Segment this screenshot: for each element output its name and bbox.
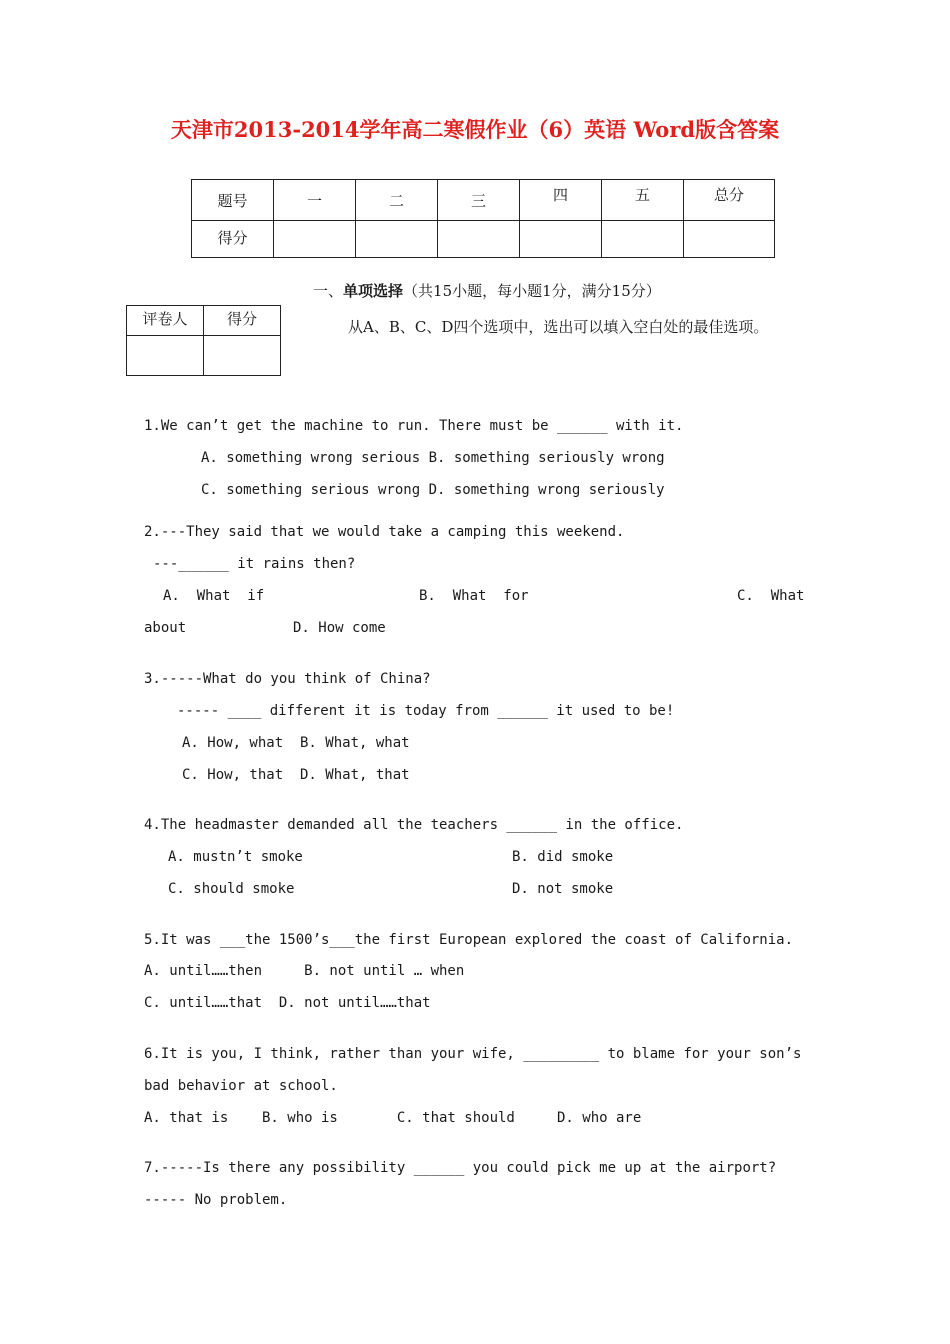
question-5-options-cd: C. until……that D. not until……that: [144, 995, 431, 1011]
question-4-option-a: A. mustn’t smoke: [168, 849, 303, 865]
score-cell-3: 三: [438, 180, 520, 221]
question-3-options-cd: C. How, that D. What, that: [182, 767, 410, 783]
section-instruction: 从A、B、C、D四个选项中，选出可以填入空白处的最佳选项。: [348, 318, 769, 336]
grader-header-row: [127, 306, 281, 336]
score-cell-1: 一: [274, 180, 356, 221]
score-cell-5: 五: [602, 180, 684, 221]
score-input-4: [520, 221, 602, 258]
section-detail: （共15小题，每小题1分，满分15分）: [403, 282, 661, 300]
grader-score-label: 得分: [204, 306, 281, 336]
score-cell-4: 四: [520, 180, 602, 221]
question-5-options-ab: A. until……then B. not until … when: [144, 963, 465, 979]
score-row-label: 得分: [192, 221, 274, 258]
grader-label: 评卷人: [127, 306, 204, 336]
question-4-option-c: C. should smoke: [168, 881, 295, 897]
score-cell-label: 题号: [192, 180, 274, 221]
question-1-options-cd: C. something serious wrong D. something wrong seriously: [201, 482, 665, 498]
question-1-options-ab: A. something wrong serious B. something seriously wrong: [201, 450, 665, 466]
question-2-option-c: C. What: [737, 588, 805, 604]
score-table-header-row: [192, 180, 775, 221]
section-heading: [313, 280, 661, 301]
question-3-options-ab: A. How, what B. What, what: [182, 735, 410, 751]
grader-score-cell: [204, 336, 281, 376]
score-cell-2: 二: [356, 180, 438, 221]
section-number: 一、: [313, 282, 344, 300]
question-4-option-b: B. did smoke: [512, 849, 614, 865]
score-input-5: [602, 221, 684, 258]
question-4-option-d: D. not smoke: [512, 881, 614, 897]
score-input-total: [684, 221, 775, 258]
question-3-reply: ----- ____ different it is today from ______ it used to be!: [177, 703, 675, 719]
question-2-option-d: D. How come: [293, 620, 386, 636]
question-3-stem: 3.-----What do you think of China?: [144, 671, 431, 687]
question-4-stem: 4.The headmaster demanded all the teachers ______ in the office.: [144, 817, 684, 833]
score-input-2: [356, 221, 438, 258]
question-1-stem: 1.We can’t get the machine to run. There must be ______ with it.: [144, 418, 684, 434]
score-cell-total: 总分: [684, 180, 775, 221]
score-input-3: [438, 221, 520, 258]
section-name: 单项选择: [343, 282, 404, 300]
grader-name-cell: [127, 336, 204, 376]
document-title: 天津市2013-2014学年高二寒假作业（6）英语 Word版含答案: [170, 117, 780, 142]
question-6-options: A. that is B. who is C. that should D. who are: [144, 1110, 642, 1126]
question-6-stem: 6.It is you, I think, rather than your wife, _________ to blame for your son’s: [144, 1046, 802, 1062]
score-table-score-row: [192, 221, 775, 258]
question-2-stem: 2.---They said that we would take a camping this weekend.: [144, 524, 625, 540]
question-7-stem: 7.-----Is there any possibility ______ you could pick me up at the airport?: [144, 1160, 777, 1176]
question-2-reply: ---______ it rains then?: [153, 556, 356, 572]
score-input-1: [274, 221, 356, 258]
question-6-stem-cont: bad behavior at school.: [144, 1078, 338, 1094]
question-5-stem: 5.It was ___the 1500’s___the first European explored the coast of California.: [144, 932, 794, 948]
score-table: [191, 179, 775, 258]
question-2-option-a: A. What if: [163, 588, 265, 604]
question-2-option-c-cont: about: [144, 620, 187, 636]
question-2-option-b: B. What for: [419, 588, 529, 604]
grader-input-row: [127, 336, 281, 376]
question-7-reply: ----- No problem.: [144, 1192, 288, 1208]
grader-table: [126, 305, 281, 376]
